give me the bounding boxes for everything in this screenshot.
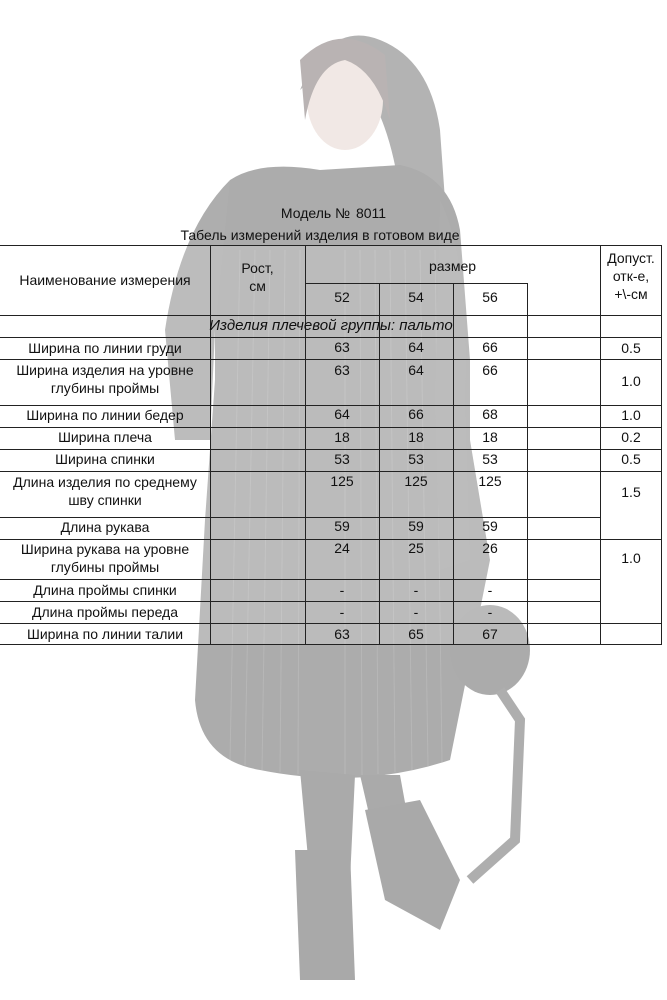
row-value: 63: [334, 626, 350, 642]
row-value: 59: [482, 518, 498, 534]
row-value: 18: [482, 429, 498, 445]
grid-line: [0, 245, 662, 246]
grid-line: [0, 601, 600, 602]
row-name: Длина рукава: [60, 519, 150, 535]
header-name: Наименование измерения: [19, 272, 191, 288]
row-value: 24: [334, 540, 350, 556]
row-value: 18: [408, 429, 424, 445]
model-title: [0, 205, 667, 221]
table-title: Табель измерений изделия в готовом виде: [180, 227, 460, 243]
row-name: Ширина спинки: [55, 451, 155, 467]
row-value: 66: [482, 362, 498, 378]
grid-line: [0, 315, 662, 316]
header-tolerance: Допуст. отк-е, +\-см: [607, 250, 655, 302]
row-value: -: [487, 582, 493, 598]
row-value: 18: [334, 429, 350, 445]
row-value: 125: [330, 473, 354, 489]
row-name: Ширина изделия на уровне глубины проймы: [16, 362, 194, 396]
row-value: 63: [334, 362, 350, 378]
row-value: 25: [408, 540, 424, 556]
row-value: 26: [482, 540, 498, 556]
row-value: 64: [334, 406, 350, 422]
row-value: 53: [408, 451, 424, 467]
row-value: 59: [408, 518, 424, 534]
row-value: -: [413, 582, 419, 598]
row-name: Ширина плеча: [58, 429, 152, 445]
row-name: Ширина по линии талии: [26, 626, 184, 642]
row-tolerance: 1.0: [621, 407, 641, 423]
size-52: 52: [334, 289, 350, 305]
row-value: 53: [482, 451, 498, 467]
row-value: -: [339, 604, 345, 620]
row-value: -: [487, 604, 493, 620]
header-size: размер: [428, 258, 477, 274]
header-height: Рост, см: [241, 260, 274, 294]
grid-line: [210, 245, 211, 645]
size-56: 56: [482, 289, 498, 305]
row-name: Длина проймы спинки: [33, 582, 177, 598]
row-value: 65: [408, 626, 424, 642]
row-tolerance: 1.0: [621, 550, 641, 566]
row-value: 68: [482, 406, 498, 422]
row-value: 59: [334, 518, 350, 534]
measurement-table: [0, 245, 662, 645]
row-tolerance: 1.5: [621, 484, 641, 500]
row-tolerance: 0.5: [621, 451, 641, 467]
row-value: 53: [334, 451, 350, 467]
row-value: 66: [408, 406, 424, 422]
row-name: Длина проймы переда: [31, 604, 178, 620]
size-54: 54: [408, 289, 424, 305]
grid-line: [0, 644, 662, 645]
row-tolerance: 0.2: [621, 429, 641, 445]
row-value: 66: [482, 339, 498, 355]
model-number: 8011: [355, 205, 387, 221]
row-name: Длина изделия по среднему шву спинки: [13, 474, 197, 508]
grid-line: [0, 359, 662, 360]
row-value: 67: [482, 626, 498, 642]
row-name: Ширина по линии груди: [28, 340, 182, 356]
grid-line: [0, 579, 600, 580]
row-tolerance: 0.5: [621, 340, 641, 356]
row-value: 125: [478, 473, 502, 489]
row-name: Ширина рукава на уровне глубины проймы: [20, 541, 190, 575]
row-value: 64: [408, 339, 424, 355]
row-value: 125: [404, 473, 428, 489]
row-value: -: [413, 604, 419, 620]
grid-line: [0, 623, 662, 624]
grid-line: [305, 283, 527, 284]
row-tolerance: 1.0: [621, 373, 641, 389]
group-label: Изделия плечевой группы: пальто: [209, 317, 453, 334]
row-value: 64: [408, 362, 424, 378]
row-value: -: [339, 582, 345, 598]
row-name: Ширина по линии бедер: [26, 407, 184, 423]
model-label: Модель №: [280, 205, 351, 221]
row-value: 63: [334, 339, 350, 355]
